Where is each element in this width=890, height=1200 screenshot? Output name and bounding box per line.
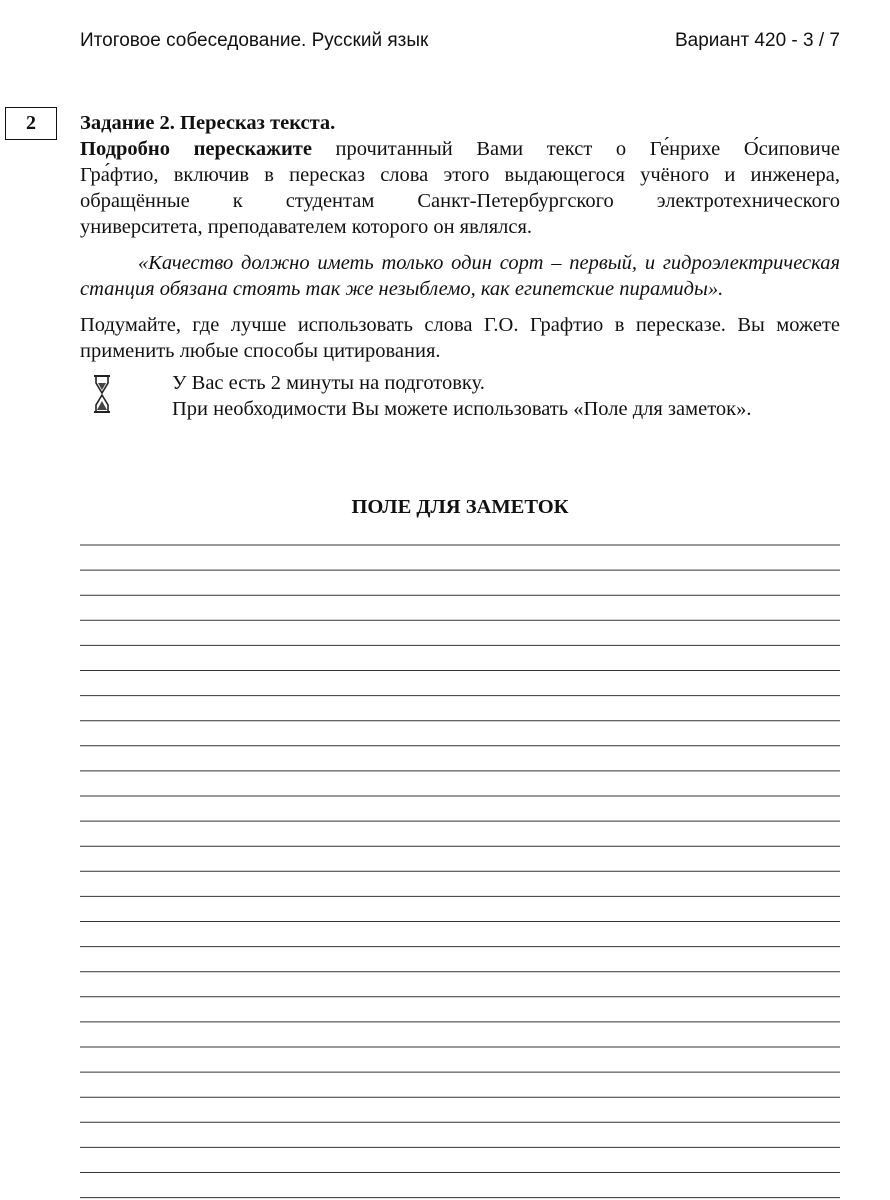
prep-time-text: У Вас есть 2 минуты на подготовку. — [172, 372, 485, 394]
task-content — [80, 110, 840, 422]
notes-lines — [80, 520, 840, 1200]
instruction-line-1 — [80, 136, 840, 162]
instruction-bold: Подробно перескажите — [80, 138, 312, 160]
task-title: Задание 2. Пересказ текста. — [80, 112, 336, 134]
graftio-quote: «Качество должно иметь только один сорт – первый, и гидроэлектрическая станция обязана стоять так же незыблемо, как египетские пирамиды». — [80, 252, 840, 300]
notes-field[interactable] — [80, 520, 840, 1200]
task-number-box: 2 — [5, 107, 57, 140]
header-subject: Итоговое собеседование. Русский язык — [80, 30, 429, 51]
instruction-line-3: обращённые к студентам Санкт-Петербургского электротехнического — [80, 190, 840, 212]
notes-title: ПОЛЕ ДЛЯ ЗАМЕТОК — [351, 496, 569, 518]
think-instruction: Подумайте, где лучше использовать слова Г.О. Графтио в пересказе. Вы можете применить любые способы цитирования. — [80, 314, 840, 362]
page-header — [80, 30, 840, 54]
prep-notes-text: При необходимости Вы можете использовать «Поле для заметок». — [172, 398, 752, 420]
header-variant: Вариант 420 - 3 / 7 — [674, 30, 840, 51]
instruction-line-4: университета, преподавателем которого он являлся. — [80, 216, 533, 238]
instruction-line-2: Гра́фтио, включив в пересказ слова этого выдающегося учёного и инженера, — [80, 164, 840, 186]
hourglass-icon — [92, 374, 112, 421]
instruction-rest: прочитанный Вами текст о Ге́нрихе О́сиповиче — [311, 138, 840, 160]
preparation-block — [80, 370, 840, 422]
